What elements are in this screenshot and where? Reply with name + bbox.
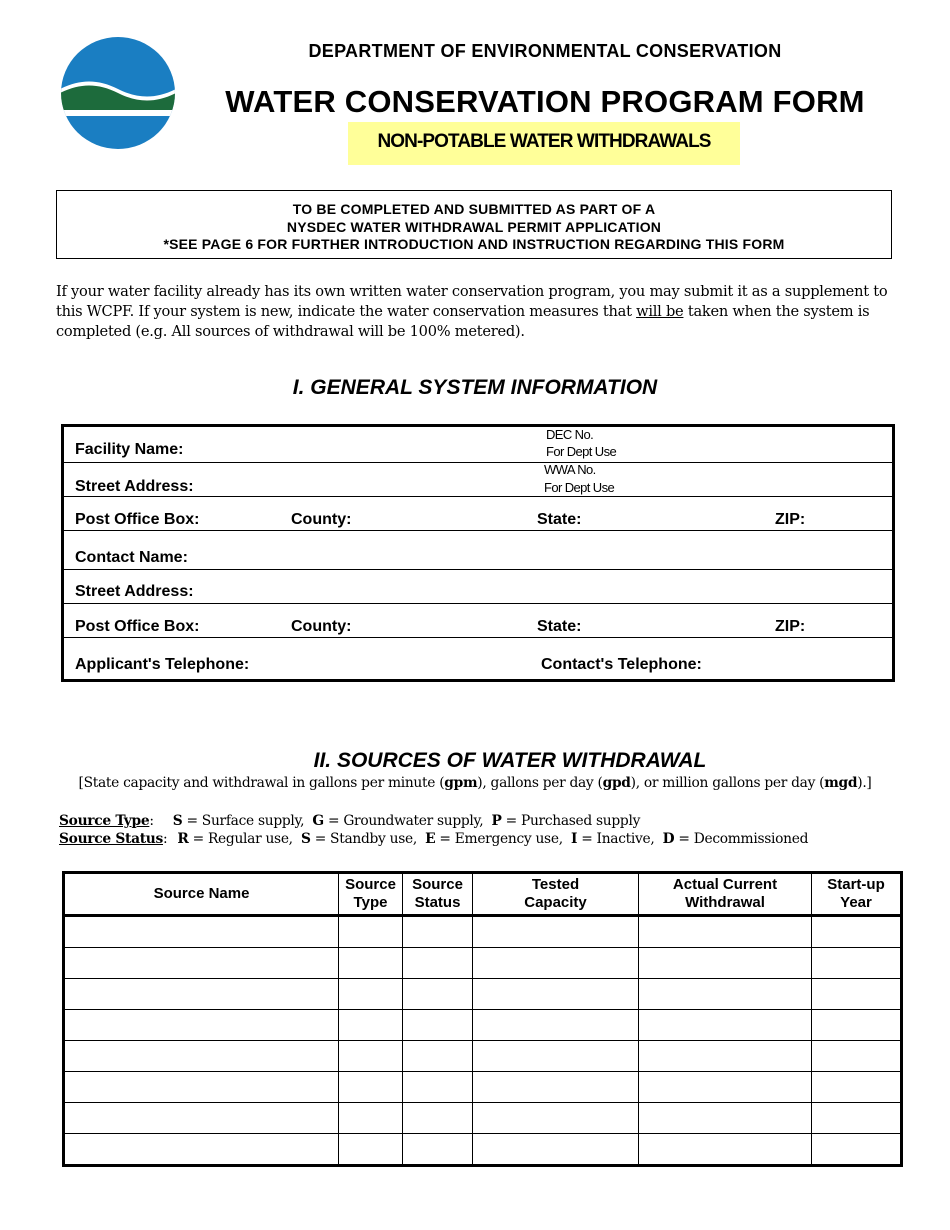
header-text: Source: [412, 876, 463, 893]
row-divider: [64, 603, 892, 604]
table-cell[interactable]: [639, 916, 812, 948]
table-cell[interactable]: [339, 948, 403, 979]
table-cell[interactable]: [473, 1103, 639, 1134]
legend-code: E: [425, 831, 436, 847]
facility-name-label: Facility Name:: [75, 441, 184, 458]
wwa-no-dept-use: For Dept Use: [544, 480, 615, 495]
table-cell[interactable]: [403, 1134, 473, 1166]
contact-po-box-label: Post Office Box:: [75, 618, 200, 635]
table-cell[interactable]: [639, 1134, 812, 1166]
units-mgd: mgd: [824, 775, 858, 791]
col-source-status: [403, 873, 473, 916]
legend-code: D: [662, 831, 675, 847]
legend-code: G: [312, 813, 324, 829]
contact-county-label: County:: [291, 618, 352, 635]
zip-label: ZIP:: [775, 511, 806, 528]
intro-text-1: If your water facility already has its own written water conservation program, you may submit it as a supplement to this WCPF. If your system is new, indicate the water conservation measures that: [56, 283, 888, 320]
table-header-row: [64, 873, 902, 916]
row-divider: [64, 569, 892, 570]
legend-desc: = Inactive,: [577, 831, 663, 847]
legend-colon: :: [149, 813, 154, 829]
contact-state-label: State:: [537, 618, 582, 635]
units-gpm: gpm: [444, 775, 478, 791]
table-row: [64, 1103, 902, 1134]
header-text: Start-up: [827, 876, 885, 893]
table-cell[interactable]: [403, 948, 473, 979]
section-general-title: I. GENERAL SYSTEM INFORMATION: [292, 376, 658, 399]
table-cell[interactable]: [339, 1072, 403, 1103]
table-cell[interactable]: [639, 1072, 812, 1103]
legend-label: Source Type: [59, 813, 150, 829]
table-cell[interactable]: [64, 948, 339, 979]
col-tested-capacity: [473, 873, 639, 916]
department-name: DEPARTMENT OF ENVIRONMENTAL CONSERVATION: [308, 41, 782, 61]
header-text: Tested: [531, 876, 580, 893]
intro-text-2: taken when the system is completed (e.g. All sources of withdrawal will be 100% metered).: [56, 303, 870, 340]
table-cell[interactable]: [339, 1134, 403, 1166]
po-box-label: Post Office Box:: [75, 511, 200, 528]
dec-no-dept-use: For Dept Use: [546, 444, 617, 459]
county-label: County:: [291, 511, 352, 528]
dec-logo: [60, 36, 176, 150]
applicant-phone-label: Applicant's Telephone:: [75, 656, 250, 673]
table-cell[interactable]: [639, 1041, 812, 1072]
legend-desc: = Emergency use,: [435, 831, 571, 847]
header-text: Capacity: [524, 894, 587, 911]
table-row: [64, 979, 902, 1010]
table-cell[interactable]: [812, 1041, 902, 1072]
table-cell[interactable]: [403, 916, 473, 948]
units-gpd: gpd: [602, 775, 631, 791]
header-text: Type: [353, 894, 388, 911]
table-cell[interactable]: [473, 1134, 639, 1166]
units-text: ), or million gallons per day (: [630, 775, 825, 791]
table-cell[interactable]: [473, 916, 639, 948]
notice-line-3: *SEE PAGE 6 FOR FURTHER INTRODUCTION AND INSTRUCTION REGARDING THIS FORM: [163, 236, 785, 252]
notice-line-2: NYSDEC WATER WITHDRAWAL PERMIT APPLICATION: [286, 219, 662, 235]
notice-line-1: TO BE COMPLETED AND SUBMITTED AS PART OF A: [292, 201, 656, 217]
row-divider: [64, 530, 892, 531]
source-status-legend: [59, 831, 808, 847]
table-cell[interactable]: [64, 1041, 339, 1072]
legend-desc: = Regular use,: [188, 831, 301, 847]
table-cell[interactable]: [339, 916, 403, 948]
sources-table: [62, 871, 903, 1167]
state-label: State:: [537, 511, 582, 528]
table-cell[interactable]: [473, 948, 639, 979]
table-cell[interactable]: [339, 1010, 403, 1041]
street-address-label: Street Address:: [75, 478, 194, 495]
table-row: [64, 1041, 902, 1072]
section-sources-title: II. SOURCES OF WATER WITHDRAWAL: [313, 749, 707, 772]
table-cell[interactable]: [812, 1072, 902, 1103]
table-cell[interactable]: [812, 1010, 902, 1041]
table-cell[interactable]: [473, 1010, 639, 1041]
units-text: ), gallons per day (: [477, 775, 603, 791]
table-cell[interactable]: [339, 1103, 403, 1134]
wwa-no-label: WWA No.: [544, 462, 596, 477]
table-cell[interactable]: [64, 916, 339, 948]
table-cell[interactable]: [812, 1103, 902, 1134]
table-cell[interactable]: [64, 1134, 339, 1166]
col-source-type: [339, 873, 403, 916]
table-cell[interactable]: [473, 1072, 639, 1103]
table-cell[interactable]: [64, 1072, 339, 1103]
units-text: ).]: [857, 775, 872, 791]
legend-desc: = Purchased supply: [501, 813, 641, 829]
table-cell[interactable]: [812, 916, 902, 948]
header-text: Withdrawal: [685, 894, 765, 911]
units-text: [State capacity and withdrawal in gallons per minute (: [78, 775, 445, 791]
table-cell[interactable]: [812, 1134, 902, 1166]
legend-code: S: [300, 831, 311, 847]
source-type-legend: [59, 813, 640, 829]
intro-paragraph: [56, 282, 896, 342]
table-cell[interactable]: [639, 1010, 812, 1041]
legend-desc: = Decommissioned: [674, 831, 809, 847]
legend-label: Source Status: [59, 831, 163, 847]
col-source-name: [64, 873, 339, 916]
table-cell[interactable]: [64, 1103, 339, 1134]
table-cell[interactable]: [339, 1041, 403, 1072]
legend-desc: = Groundwater supply,: [323, 813, 492, 829]
legend-desc: = Standby use,: [310, 831, 426, 847]
contact-street-address-label: Street Address:: [75, 583, 194, 600]
table-cell[interactable]: [403, 1103, 473, 1134]
row-divider: [64, 496, 892, 497]
table-cell[interactable]: [403, 1072, 473, 1103]
table-cell[interactable]: [639, 948, 812, 979]
row-divider: [64, 462, 892, 463]
legend-code: I: [570, 831, 578, 847]
header-text: Status: [414, 894, 461, 911]
table-row: [64, 1134, 902, 1166]
row-divider: [64, 637, 892, 638]
legend-code: R: [177, 831, 189, 847]
header-text: Year: [840, 894, 872, 911]
contact-name-label: Contact Name:: [75, 549, 188, 566]
legend-code: S: [172, 813, 183, 829]
table-row: [64, 916, 902, 948]
dec-no-label: DEC No.: [546, 427, 594, 442]
legend-desc: = Surface supply,: [182, 813, 313, 829]
table-cell[interactable]: [403, 1010, 473, 1041]
form-title: WATER CONSERVATION PROGRAM FORM: [225, 84, 865, 119]
table-cell[interactable]: [639, 1103, 812, 1134]
table-cell[interactable]: [403, 1041, 473, 1072]
table-row: [64, 948, 902, 979]
table-row: [64, 1072, 902, 1103]
contact-phone-label: Contact's Telephone:: [541, 656, 702, 673]
table-cell[interactable]: [403, 979, 473, 1010]
table-cell[interactable]: [64, 1010, 339, 1041]
table-row: [64, 1010, 902, 1041]
legend-code: P: [491, 813, 502, 829]
table-cell[interactable]: [639, 979, 812, 1010]
header-text: Source Name: [153, 885, 250, 902]
col-actual-withdrawal: [639, 873, 812, 916]
header-text: Source: [345, 876, 396, 893]
table-cell[interactable]: [339, 979, 403, 1010]
table-cell[interactable]: [473, 979, 639, 1010]
table-cell[interactable]: [812, 948, 902, 979]
intro-underlined: will be: [636, 303, 684, 320]
units-instruction: [56, 775, 894, 791]
col-startup-year: [812, 873, 902, 916]
table-cell[interactable]: [473, 1041, 639, 1072]
legend-colon: :: [163, 831, 168, 847]
contact-zip-label: ZIP:: [775, 618, 806, 635]
header-text: Actual Current: [672, 876, 778, 893]
table-cell[interactable]: [812, 979, 902, 1010]
table-cell[interactable]: [64, 979, 339, 1010]
form-subtitle: NON-POTABLE WATER WITHDRAWALS: [377, 131, 711, 152]
